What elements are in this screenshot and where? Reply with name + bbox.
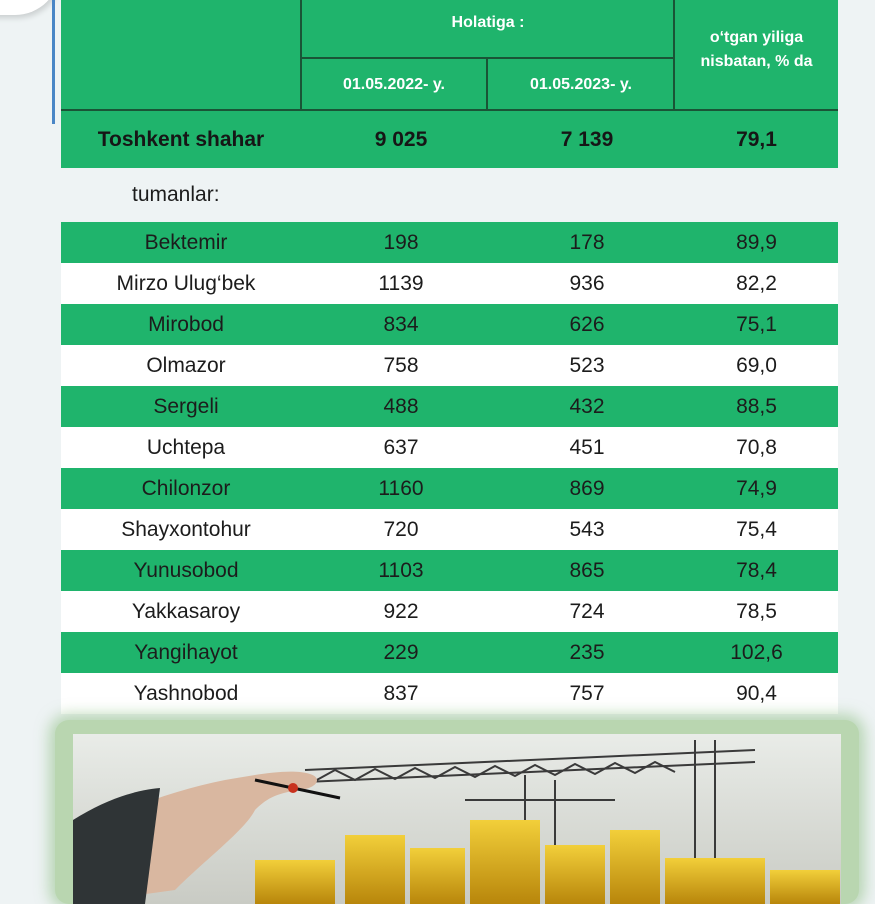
district-name: Chilonzor <box>141 476 231 500</box>
value-2022: 1103 <box>378 558 424 582</box>
value-2023: 936 <box>569 271 605 295</box>
table-row <box>61 222 838 263</box>
ratio-value: 82,2 <box>736 271 777 295</box>
ratio-value: 78,4 <box>736 558 777 582</box>
value-2022: 198 <box>383 230 419 254</box>
value-2023: 869 <box>569 476 605 500</box>
districts-subheader <box>61 168 838 222</box>
construction-illustration <box>55 720 859 904</box>
table-row <box>61 550 838 591</box>
ratio-value: 69,0 <box>736 353 777 377</box>
total-name: Toshkent shahar <box>97 127 265 151</box>
value-2022: 837 <box>383 681 419 705</box>
corner-decoration <box>0 0 60 15</box>
district-name: Mirzo Ulug‘bek <box>116 271 256 295</box>
value-2023: 178 <box>569 230 605 254</box>
district-name: Shayxontohur <box>121 517 251 541</box>
total-2023: 7 139 <box>560 127 614 151</box>
districts-label: tumanlar: <box>132 183 220 206</box>
total-ratio: 79,1 <box>736 127 777 151</box>
table-row <box>61 509 838 550</box>
value-2023: 757 <box>569 681 605 705</box>
value-2022: 758 <box>383 353 419 377</box>
ratio-value: 89,9 <box>736 230 777 254</box>
table-header <box>61 0 838 111</box>
value-2023: 235 <box>569 640 605 664</box>
header-col-2022: 01.05.2022- y. <box>342 76 445 93</box>
table-row <box>61 427 838 468</box>
ratio-value: 70,8 <box>736 435 777 459</box>
value-2022: 720 <box>383 517 419 541</box>
district-name: Yunusobod <box>133 558 239 582</box>
ratio-value: 75,4 <box>736 517 777 541</box>
table-row <box>61 632 838 673</box>
header-col-ratio: o‘tgan yiliga nisbatan, % da <box>700 29 813 70</box>
statistics-table <box>61 0 838 714</box>
ratio-value: 75,1 <box>736 312 777 336</box>
value-2022: 637 <box>383 435 419 459</box>
district-name: Bektemir <box>144 230 228 254</box>
value-2023: 543 <box>569 517 605 541</box>
construction-scene-image <box>55 720 859 904</box>
header-col-2023: 01.05.2023- y. <box>529 76 632 93</box>
value-2023: 523 <box>569 353 605 377</box>
left-accent-rule <box>52 0 55 124</box>
value-2022: 1160 <box>378 476 424 500</box>
district-name: Yangihayot <box>134 640 238 664</box>
value-2023: 724 <box>569 599 605 623</box>
value-2023: 432 <box>569 394 605 418</box>
table-row <box>61 386 838 427</box>
district-rows <box>61 222 838 714</box>
table-row <box>61 673 838 714</box>
district-name: Mirobod <box>148 312 224 336</box>
table-row <box>61 304 838 345</box>
value-2023: 626 <box>569 312 605 336</box>
table-row <box>61 468 838 509</box>
header-divider <box>301 57 675 59</box>
ratio-value: 88,5 <box>736 394 777 418</box>
ratio-value: 74,9 <box>736 476 777 500</box>
header-group-label: Holatiga : <box>451 14 525 31</box>
value-2022: 834 <box>383 312 419 336</box>
value-2022: 488 <box>383 394 419 418</box>
total-2022: 9 025 <box>374 127 428 151</box>
value-2022: 1139 <box>378 271 424 295</box>
ratio-value: 78,5 <box>736 599 777 623</box>
value-2023: 865 <box>569 558 605 582</box>
total-row <box>61 111 838 168</box>
district-name: Yakkasaroy <box>131 599 241 623</box>
district-name: Yashnobod <box>133 681 239 705</box>
district-name: Olmazor <box>146 353 226 377</box>
value-2022: 229 <box>383 640 419 664</box>
district-name: Uchtepa <box>146 435 226 459</box>
table-row <box>61 263 838 304</box>
value-2022: 922 <box>383 599 419 623</box>
value-2023: 451 <box>569 435 605 459</box>
district-name: Sergeli <box>153 394 219 418</box>
ratio-value: 102,6 <box>730 640 783 664</box>
table-row <box>61 345 838 386</box>
ratio-value: 90,4 <box>736 681 777 705</box>
table-row <box>61 591 838 632</box>
